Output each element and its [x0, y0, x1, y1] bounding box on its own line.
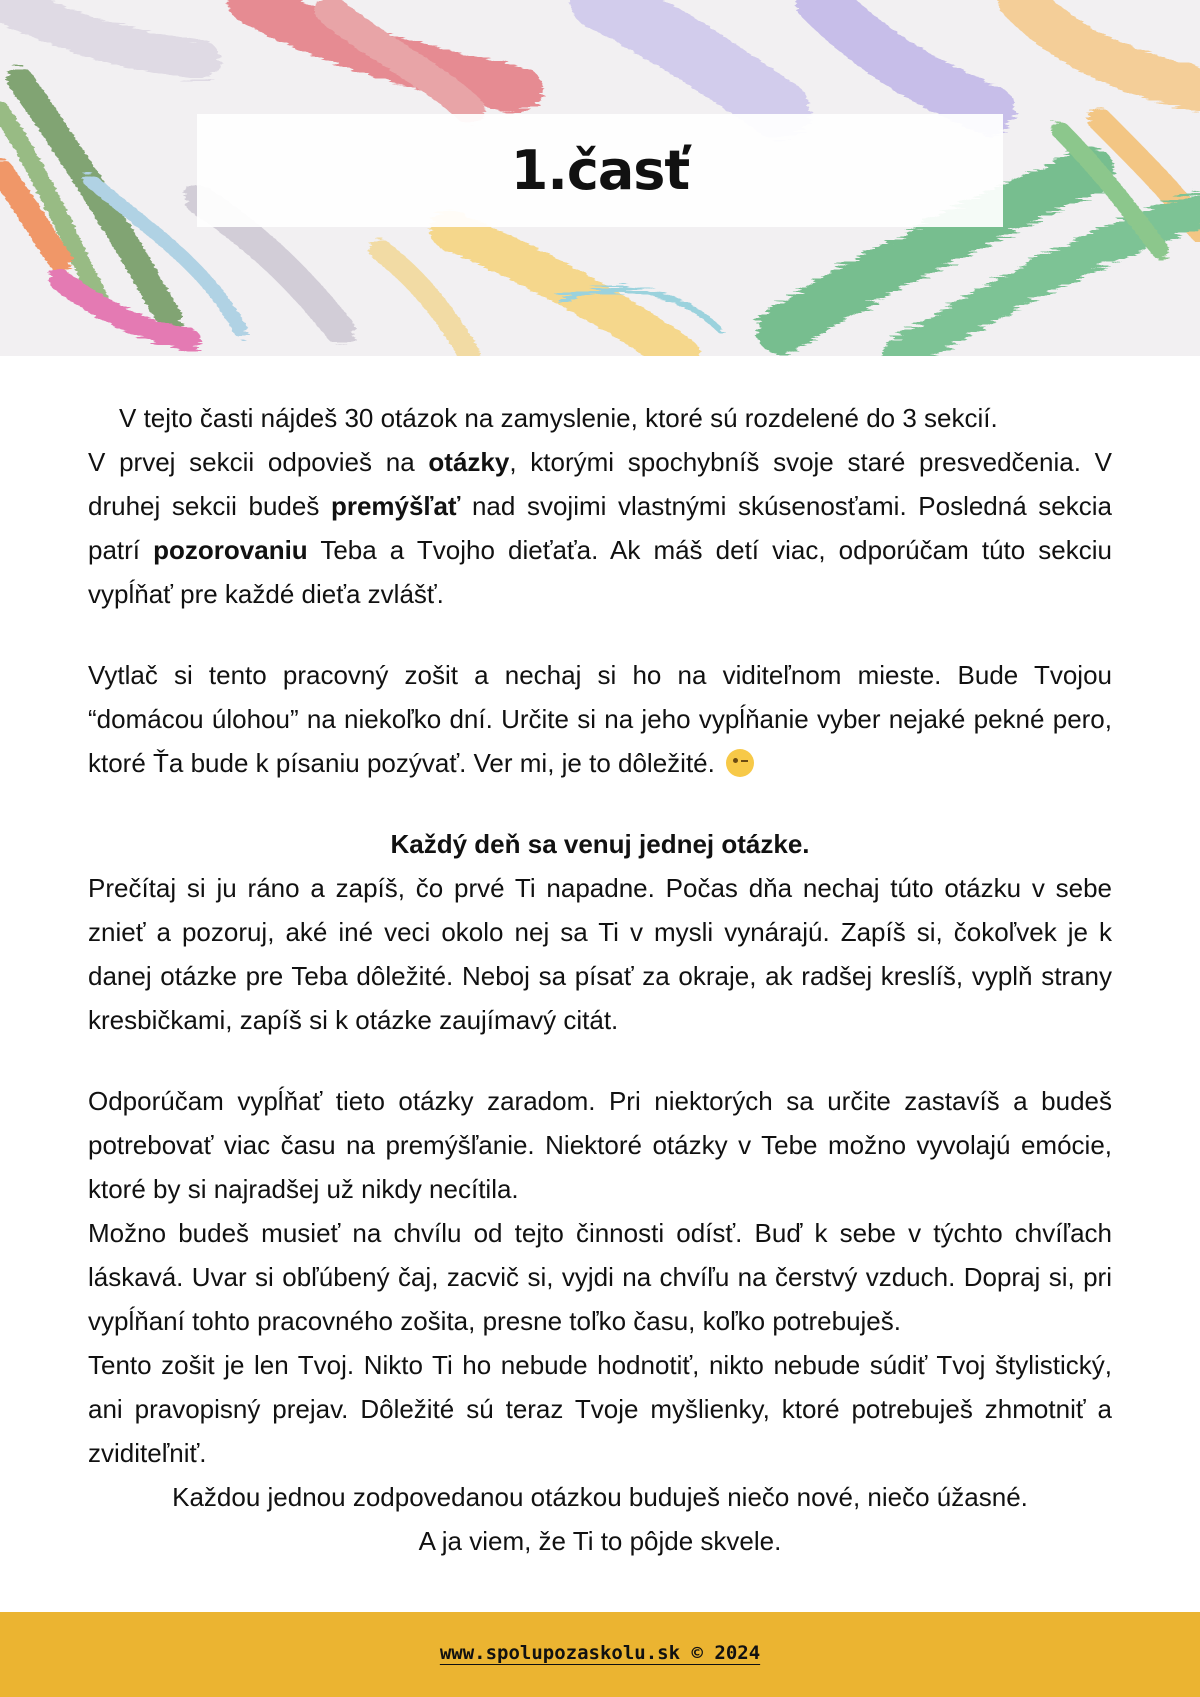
daily-heading [88, 822, 1112, 866]
title-box [197, 114, 1003, 227]
intro-text-2: , ktorými spochybníš svoje staré presvedčenia. V druhej sekcii budeš [88, 447, 1112, 521]
bold-pozorovaniu: pozorovaniu [153, 535, 308, 565]
private-paragraph: Tento zošit je len Tvoj. Nikto Ti ho nebude hodnotiť, nikto nebude súdiť Tvoj štylistický, ani pravopisný prejav. Dôležité sú teraz Tvoje myšlienky, ktoré potrebuješ zhmotniť a zviditeľniť. [88, 1350, 1112, 1468]
winking-face-icon [726, 749, 754, 777]
break-paragraph: Možno budeš musieť na chvílu od tejto činnosti odísť. Buď k sebe v týchto chvíľach láskavá. Uvar si obľúbený čaj, zacvič si, vyjdi na chvíľu na čerstvý vzduch. Dopraj si, pri vypĺňaní tohto pracovného zošita, presne toľko času, koľko potrebuješ. [88, 1218, 1112, 1336]
closing-line-2: A ja viem, že Ti to pôjde skvele. [418, 1526, 782, 1556]
intro-first-line: V tejto časti nájdeš 30 otázok na zamyslenie, ktoré sú rozdelené do 3 sekcií. [119, 403, 998, 433]
intro-text-3: nad svojimi vlastnými skúsenosťami. Posledná sekcia patrí [88, 491, 1112, 565]
website-link[interactable]: www.spolupozaskolu.sk © 2024 [439, 1642, 761, 1664]
bold-premyslat: premýšľať [330, 491, 461, 521]
daily-heading-text: Každý deň sa venuj jednej otázke. [390, 829, 810, 859]
footer-bar [0, 1612, 1200, 1697]
bold-otazky: otázky [428, 447, 510, 477]
page-title: 1.časť [510, 139, 690, 202]
intro-text-1: V prvej sekcii odpovieš na [88, 447, 429, 477]
daily-paragraph: Prečítaj si ju ráno a zapíš, čo prvé Ti napadne. Počas dňa nechaj túto otázku v sebe znieť a pozoruj, aké iné veci okolo nej sa Ti v mysli vynárajú. Zapíš si, čokoľvek je k danej otázke pre Teba dôležité. Neboj sa písať za okraje, ak radšej kreslíš, vyplň strany kresbičkami, zapíš si k otázke zaujímavý citát. [88, 873, 1112, 1035]
print-text: Vytlač si tento pracovný zošit a nechaj si ho na viditeľnom mieste. Bude Tvojou “domácou úlohou” na niekoľko dní. Určite si na jeho vypĺňanie vyber nejaké pekné pero, ktoré Ťa bude k písaniu pozývať. Ver mi, je to dôležité. [88, 660, 1112, 778]
intro-text-4: Teba a Tvojho dieťaťa. Ak máš detí viac, odporúčam túto sekciu vypĺňať pre každé dieťa zvlášť. [88, 535, 1112, 609]
intro-paragraph [88, 396, 1112, 616]
crayon-banner [0, 0, 1200, 356]
closing-line-1: Každou jednou zodpovedanou otázkou buduješ niečo nové, niečo úžasné. [172, 1482, 1028, 1512]
order-paragraph: Odporúčam vypĺňať tieto otázky zaradom. Pri niektorých sa určite zastavíš a budeš potrebovať viac času na premýšľanie. Niektoré otázky v Tebe možno vyvolajú emócie, ktoré by si najradšej už nikdy necítila. [88, 1086, 1112, 1204]
main-text [88, 396, 1112, 1563]
print-paragraph [88, 653, 1112, 785]
